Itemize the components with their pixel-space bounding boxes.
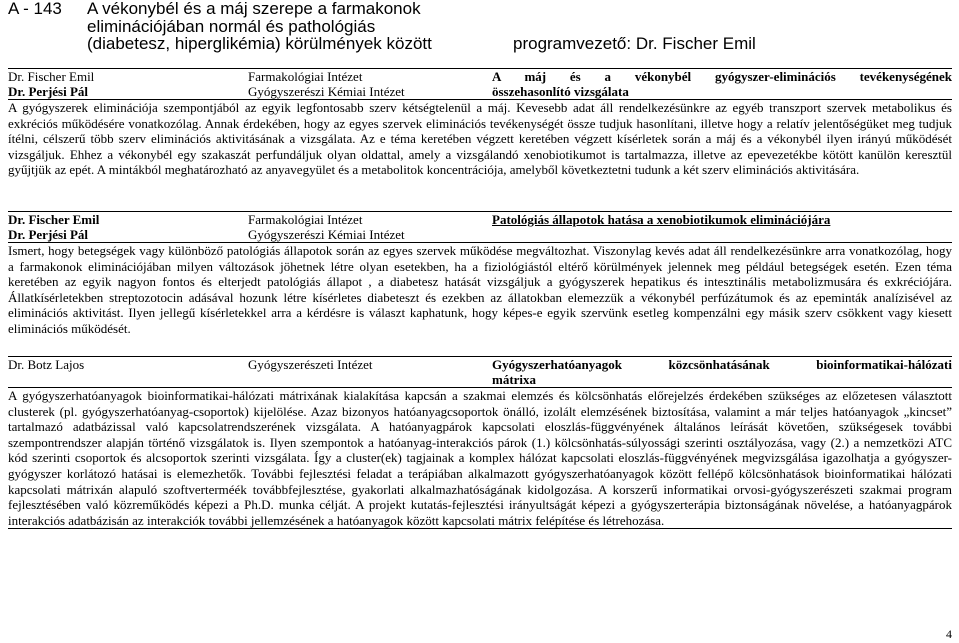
supervisor-name: Dr. Perjési Pál <box>8 84 89 99</box>
topic-title: A máj és a vékonybél gyógyszer-eliminációs tevékenységének <box>492 69 952 84</box>
topic-header-row <box>8 357 952 372</box>
topic-title: Patológiás állapotok hatása a xenobiotikumok eliminációjára <box>492 212 831 227</box>
topic-header-row <box>8 212 952 227</box>
topic-header-row <box>8 227 952 242</box>
program-title-line: (diabetesz, hiperglikémia) körülmények között <box>87 34 432 53</box>
topic-description: Ismert, hogy betegségek vagy különböző patológiás állapotok során az egyes szervek működése megváltozhat. Viszonylag kevés adat áll rendelkezésünkre arra vonatkozólag, hogy a farmakonok eliminációjában milyen változások jöhetnek létre olyan esetekben, ha a fiziológiástól eltérő körülmények jelennek meg például betegségek esetén. Ezen téma keretében az egyik nagyon fontos és elterjedt patológiás állapot , a diabetesz hatását vizsgáljuk a gyógyszerek hepatikus és intesztinális metabolizmusára és exkréciójára. Állatkísérletekben streptozotocin adásával hozunk létre kísérletes diabeteszt és ezekben az állatokban elemezzük a vékonybél perfúzátumok és az epeminták analízisével az eliminációs aktivitást. Ilyen jellegű kísérletekkel arra a kérdésre is választ kaphatunk, hogy képes-e egyik szervünk esetleg kompenzálni egy másik szerv csökkent vagy kiesett eliminációs működését. <box>8 243 952 336</box>
institute-name: Gyógyszerészi Kémiai Intézet <box>248 227 405 242</box>
topic-title: mátrixa <box>492 372 537 387</box>
supervisor-name: Dr. Fischer Emil <box>8 212 100 227</box>
institute-name: Gyógyszerészi Kémiai Intézet <box>248 84 405 99</box>
topic-header-row <box>8 372 952 387</box>
topic-header-row <box>8 84 952 99</box>
institute-name: Farmakológiai Intézet <box>248 69 363 84</box>
institute-name: Gyógyszerészeti Intézet <box>248 357 373 372</box>
program-title <box>87 0 432 53</box>
institute-name: Farmakológiai Intézet <box>248 212 363 227</box>
divider <box>8 528 952 529</box>
topic-block <box>8 68 952 178</box>
program-title-line: eliminációjában normál és pathológiás <box>87 16 376 36</box>
topic-header-row <box>8 69 952 84</box>
supervisor-name: Dr. Botz Lajos <box>8 357 85 372</box>
topic-block <box>8 211 952 337</box>
topic-description: A gyógyszerek eliminációja szempontjából az egyik legfontosabb szerv kétségtelenül a máj. Kevesebb adat áll rendelkezésünkre az egyéb transzport szervek metabolikus és exkréciós működésére vonatkozólag. Annak érdekében, hogy az egyes szervek eliminációs tevékenységét össze tudjuk hasonlítani, illetve hogy a relatív jelentőségüket meg tudjuk ítélni, célszerű több szerv eliminációs aktivitásának a vizsgálata. Az e téma keretében végzett keretében végzett kísérletek során a máj és a vékonybél ilyen irányú működését vizsgáljuk. Ehhez a vékonybél egy szakaszát perfundáljuk olyan oldattal, amely a vizsgálandó xenobiotikumot is tartalmazza, illetve az epevezetékbe kötött kanülön keresztül gyűjtjük az epét. A mintákból meghatározható az anyavegyület és a metabolitok koncentrációja, amelyből következtetni tudunk a két szerv eliminációs aktivitására. <box>8 100 952 178</box>
supervisor-name: Dr. Perjési Pál <box>8 227 89 242</box>
topic-block <box>8 356 952 529</box>
supervisor-name: Dr. Fischer Emil <box>8 69 95 84</box>
program-code: A - 143 <box>8 0 62 18</box>
topic-title: összehasonlító vizsgálata <box>492 84 629 99</box>
page-number: 4 <box>946 627 952 641</box>
topic-description: A gyógyszerhatóanyagok bioinformatikai-hálózati mátrixának kialakítása kapcsán a szakmai elemzés és kölcsönhatás előrejelzés érdekében szükséges az előzetesen választott clusterek (pl. gyógyszerhatóanyag-csoportok) kijelölése. Azaz bizonyos hatóanyagcsoportok önálló, izolált elemzésének biztosítása, valamint a már teljes hatóanyagok „kincset” tartalmazó adatbázissal való kapcsolatrendszerének vizsgálata. A hatóanyagpárok kapcsolati eloszlás-függvényének általános leírását követően, szükségesek további szempontrendszer alapján történő vizsgálatok is. Ilyen szempontok a hatóanyag-interakciós párok (1.) kölcsönhatás-súlyossági szerinti osztályozása, vagy (2.) a nemzetközi ATC kód szerinti csoportok és alcsoportok szerinti vizsgálata. Így a cluster(ek) tagjainak a komplex hálózat kapcsolati eloszlás-függvényének megvizsgálása igazolhatja a gyógyszer-gyógyszer korlátozó hatásai is elemezhetők. További fejlesztési feladat a terápiában alkalmazott gyógyszerhatóanyagok között fellépő kölcsönhatások bioinformatikai hálózati kapcsolati mátrixán alapuló szoftverterméék továbbfejlesztése, gyakorlati alkalmazhatóságának kidolgozása. A korszerű informatikai orvosi-gyógyszerészeti szakmai program fejlesztésében való közreműködés képezi a Ph.D. munka célját. A projekt kutatás-fejlesztési irányultságát képezi a gyógyszerterápia biztonságának növelése, a hatóanyagpárok interakciós adatbázisán az interakciók további jellemzésének a hatóanyagok között kapcsolati mátrix felépítése és létrehozása. <box>8 388 952 528</box>
program-title-line: A vékonybél és a máj szerepe a farmakonok <box>87 0 421 18</box>
program-leader: programvezető: Dr. Fischer Emil <box>513 34 756 53</box>
topic-title: Gyógyszerhatóanyagok közcsönhatásának bioinformatikai-hálózati <box>492 357 952 372</box>
